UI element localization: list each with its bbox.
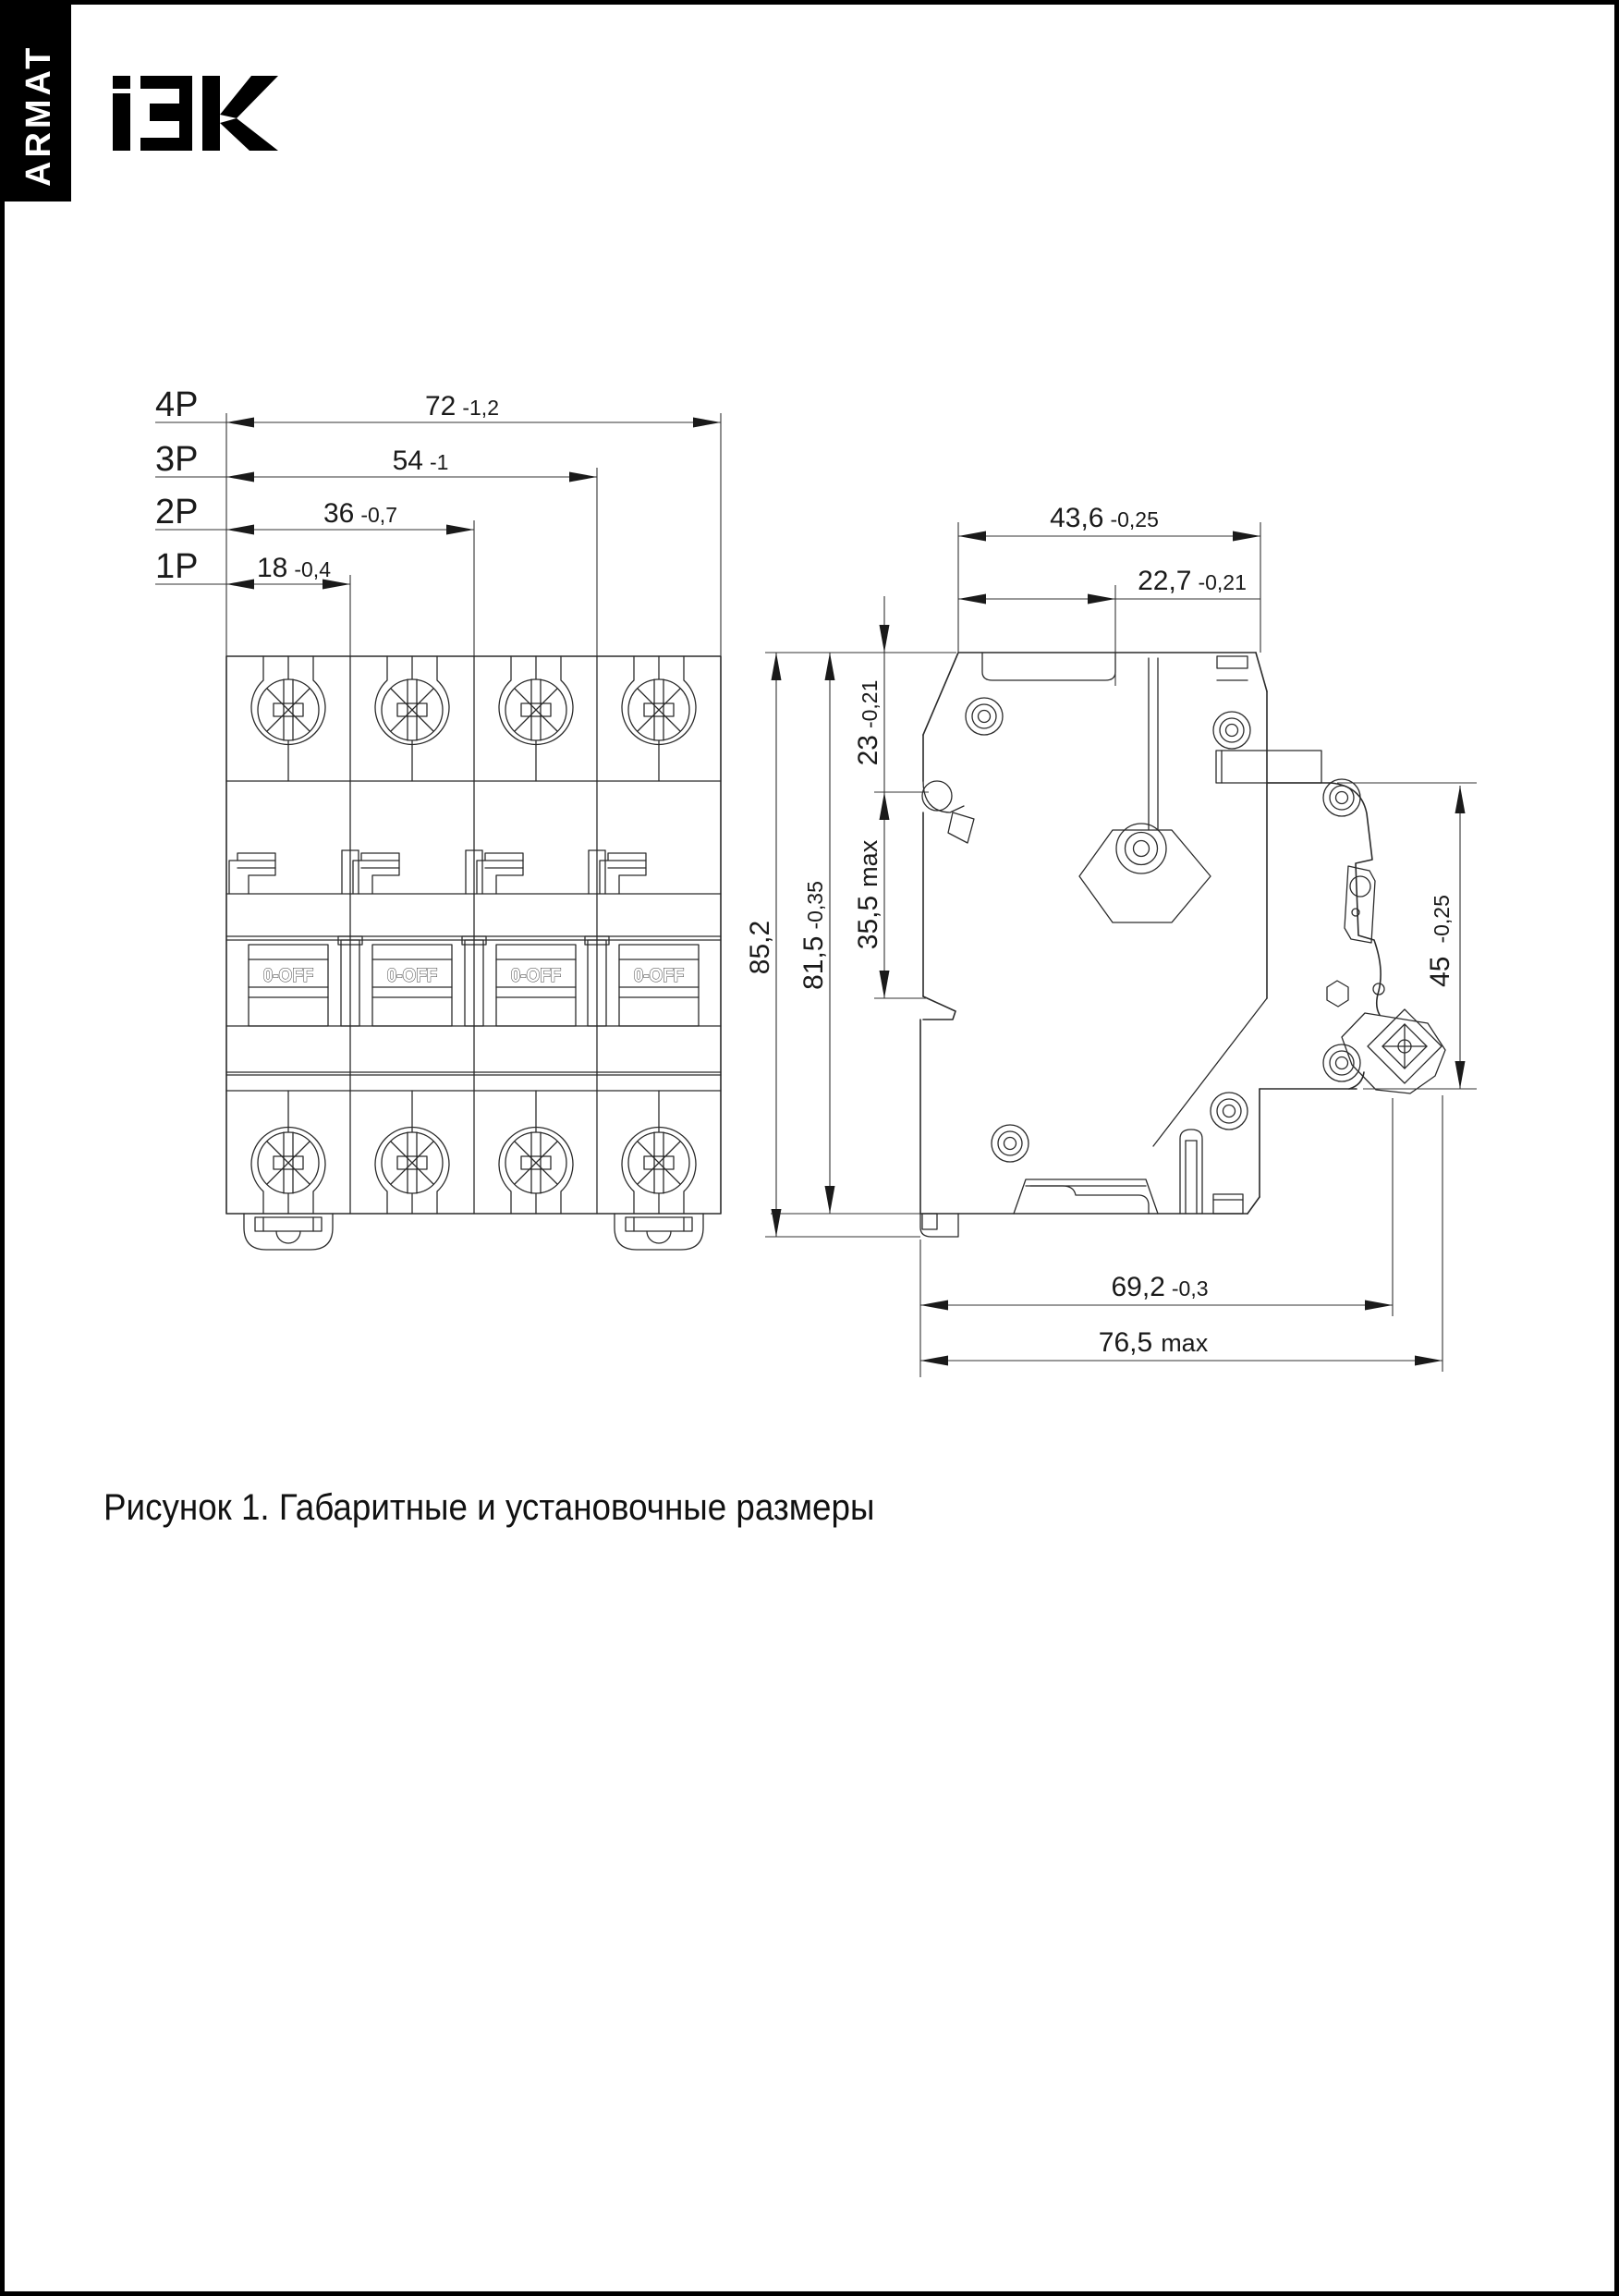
dim-width-2p: 36 -0,7: [323, 498, 398, 529]
dim-height-total: 85,2: [745, 920, 775, 975]
handle-label: 0-OFF: [510, 965, 562, 987]
front-pole-dividers: [338, 656, 609, 1214]
front-view-dimensions: [155, 385, 721, 656]
dim-top-width: 43,6 -0,25: [1050, 503, 1159, 533]
handle-label: 0-OFF: [633, 965, 685, 987]
page-border: [3, 3, 1617, 2294]
dim-width-3p: 54 -1: [392, 446, 449, 476]
figure-caption: Рисунок 1. Габаритные и установочные размеры: [103, 1486, 875, 1529]
dim-latch-offset: 23-0,21: [853, 679, 883, 766]
handle-label: 0-OFF: [262, 965, 314, 987]
side-body-outline: [920, 653, 1381, 1214]
armat-sidebar: [3, 3, 71, 202]
front-view-drawing: [226, 656, 721, 1250]
dim-top-step: 22,7 -0,21: [1138, 566, 1247, 596]
dim-width-4p: 72 -1,2: [424, 391, 500, 421]
dim-depth-max: 76,5 max: [1098, 1327, 1209, 1358]
iek-logo: [113, 76, 278, 151]
dim-front-height: 45-0,25: [1425, 895, 1455, 987]
pole-label-2p: 2P: [155, 493, 199, 531]
front-din-clips: [244, 1214, 703, 1250]
dim-latch-travel: 35,5max: [853, 839, 883, 950]
pole-label-3p: 3P: [155, 440, 199, 479]
armat-series-label: ARMAT: [19, 43, 58, 187]
dim-width-1p: 18 -0,4: [256, 553, 332, 583]
pole-label-1p: 1P: [155, 547, 199, 586]
front-pole-terminals: [229, 656, 696, 1214]
side-rivets: [966, 698, 1360, 1162]
dim-height-body: 81,5-0,35: [798, 881, 829, 990]
dim-depth-body: 69,2 -0,3: [1111, 1272, 1209, 1302]
side-view-drawing: [920, 653, 1445, 1237]
side-view-dimensions: [745, 503, 1477, 1377]
handle-label: 0-OFF: [386, 965, 438, 987]
pole-label-4p: 4P: [155, 385, 199, 424]
